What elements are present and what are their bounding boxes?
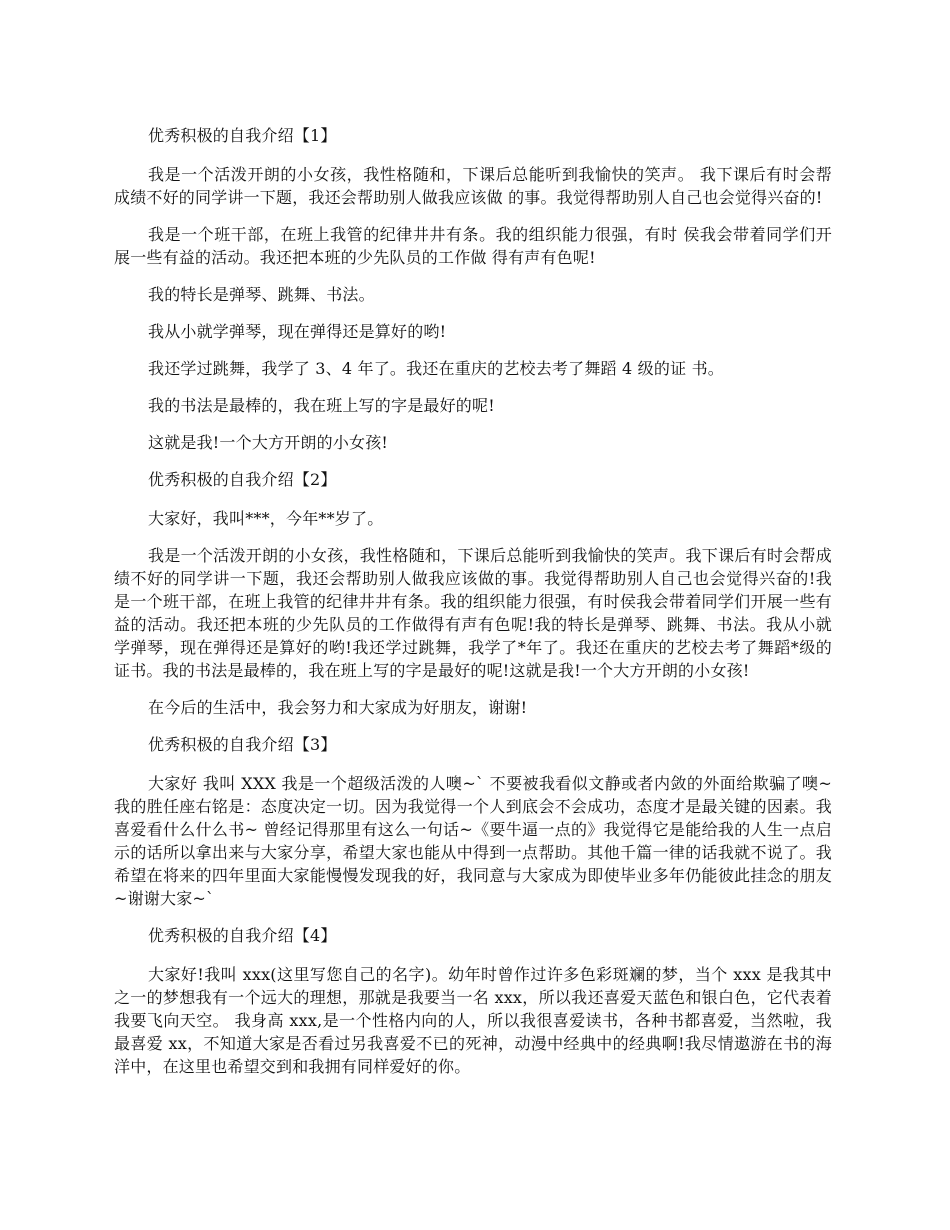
paragraph: 我是一个活泼开朗的小女孩，我性格随和，下课后总能听到我愉快的笑声。我下课后有时会帮成绩不好的同学讲一下题，我还会帮助别人做我应该做的事。我觉得帮助别人自己也会觉得兴奋的!我是一个班干部，在班上我管的纪律井井有条。我的组织能力很强，有时侯我会带着同学们开展一些有益的活动。我还把本班的少先队员的工作做得有声有色呢!我的特长是弹琴、跳舞、书法。我从小就学弹琴，现在弹得还是算好的哟!我还学过跳舞，我学了*年了。我还在重庆的艺校去考了舞蹈*级的证书。我的书法是最棒的，我在班上写的字是最好的呢!这就是我!一个大方开朗的小女孩!: [114, 546, 832, 680]
paragraph: 我的书法是最棒的，我在班上写的字是最好的呢!: [148, 396, 495, 415]
paragraph: 大家好!我叫 xxx(这里写您自己的名字)。幼年时曾作过许多色彩斑斓的梦，当个 xxx 是我其中之一的梦想我有一个远大的理想，那就是我要当一名 xxx，所以我还喜爱天蓝色和银白色，它代表着我要飞向天空。 我身高 xxx,是一个性格内向的人，所以我很喜爱读书，各种书都喜爱，当然啦，我最喜爱 xx，不知道大家是否看过另我喜爱不已的死神，动漫中经典中的经典啊!我尽情遨游在书的海洋中，在这里也希望交到和我拥有同样爱好的你。: [114, 965, 832, 1076]
section-heading-1: 优秀积极的自我介绍【1】: [148, 126, 337, 145]
paragraph: 这就是我!一个大方开朗的小女孩!: [148, 433, 389, 452]
paragraph: 大家好，我叫***，今年**岁了。: [148, 509, 384, 528]
paragraph: 在今后的生活中，我会努力和大家成为好朋友，谢谢!: [148, 698, 528, 717]
paragraph: 我还学过跳舞，我学了 3、4 年了。我还在重庆的艺校去考了舞蹈 4 级的证 书。: [148, 359, 724, 378]
section-heading-3: 优秀积极的自我介绍【3】: [148, 735, 337, 754]
paragraph: 我是一个班干部，在班上我管的纪律井井有条。我的组织能力很强，有时 侯我会带着同学们开展一些有益的活动。我还把本班的少先队员的工作做 得有声有色呢!: [114, 225, 832, 267]
paragraph: 我从小就学弹琴，现在弹得还是算好的哟!: [148, 322, 447, 341]
paragraph: 我的特长是弹琴、跳舞、书法。: [148, 285, 375, 304]
section-heading-2: 优秀积极的自我介绍【2】: [148, 470, 337, 489]
section-heading-4: 优秀积极的自我介绍【4】: [148, 926, 337, 945]
paragraph: 我是一个活泼开朗的小女孩，我性格随和，下课后总能听到我愉快的笑声。 我下课后有时会帮成绩不好的同学讲一下题，我还会帮助别人做我应该做 的事。我觉得帮助别人自己也会觉得兴奋的!: [114, 165, 832, 207]
paragraph: 大家好 我叫 XXX 我是一个超级活泼的人噢~` 不要被我看似文静或者内敛的外面给欺骗了噢~我的胜任座右铭是：态度决定一切。因为我觉得一个人到底会不会成功，态度才是最关键的因素。我喜爱看什么什么书~ 曾经记得那里有这么一句话~《要牛逼一点的》我觉得它是能给我的人生一点启示的话所以拿出来与大家分享，希望大家也能从中得到一点帮助。其他千篇一律的话我就不说了。我希望在将来的四年里面大家能慢慢发现我的好，我同意与大家成为即使毕业多年仍能彼此挂念的朋友~谢谢大家~`: [114, 774, 832, 908]
